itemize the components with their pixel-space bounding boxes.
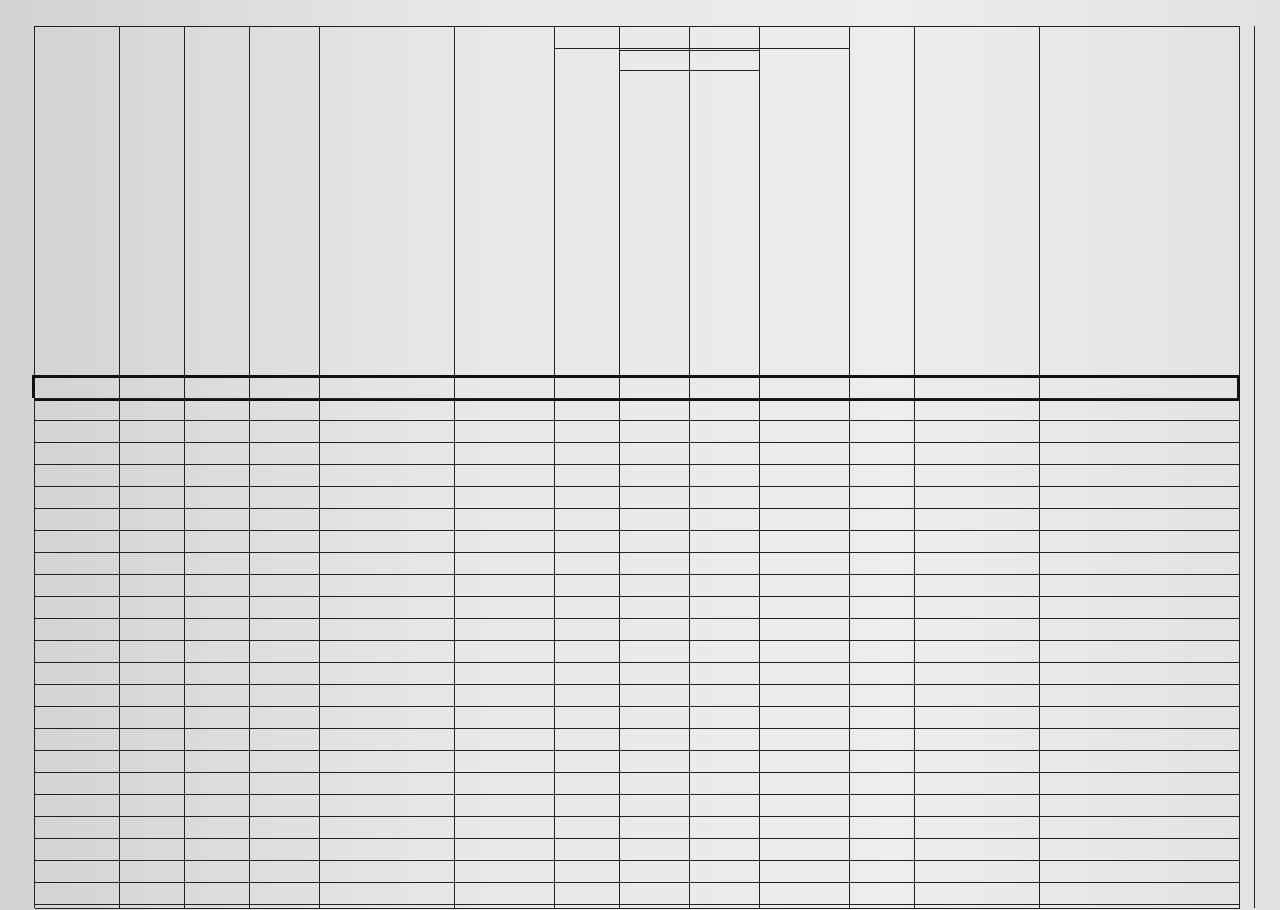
grid-line xyxy=(35,706,1240,707)
cell-floor xyxy=(116,508,185,530)
grid-line xyxy=(620,70,760,71)
column-number-8 xyxy=(620,375,690,398)
cell-floor xyxy=(116,596,185,618)
column-header-4 xyxy=(250,30,320,371)
subgroup-header xyxy=(620,50,760,70)
cell-litera xyxy=(16,596,120,618)
cell-floor xyxy=(116,574,185,596)
cell-living xyxy=(616,398,690,420)
cell-area_total xyxy=(451,530,555,552)
cell-living xyxy=(616,464,690,486)
column-header-8 xyxy=(620,68,690,371)
cell-area_total xyxy=(451,420,555,442)
cell-area_living_total xyxy=(551,574,620,596)
total-area_total xyxy=(451,640,555,662)
cell-floor xyxy=(116,486,185,508)
grid-line xyxy=(35,728,1240,729)
grid-line xyxy=(35,794,1240,795)
cell-height xyxy=(846,464,915,486)
column-number-11 xyxy=(850,375,915,398)
cell-area_living_total xyxy=(551,530,620,552)
cell-area_living_total xyxy=(551,442,620,464)
grid-line xyxy=(35,816,1240,817)
cell-area_total xyxy=(451,464,555,486)
cell-litera xyxy=(16,552,120,574)
cell-floor xyxy=(116,398,185,420)
cell-living xyxy=(616,442,690,464)
cell-height xyxy=(846,508,915,530)
column-number-1 xyxy=(20,375,120,398)
grid-line xyxy=(35,838,1240,839)
column-header-1 xyxy=(20,30,120,371)
grid-line xyxy=(35,860,1240,861)
column-number-12 xyxy=(915,375,1040,398)
group-header xyxy=(555,28,850,48)
cell-room_no xyxy=(246,596,320,618)
cell-floor xyxy=(116,442,185,464)
cell-living xyxy=(616,486,690,508)
cell-floor xyxy=(116,464,185,486)
cell-living xyxy=(616,530,690,552)
column-header-2 xyxy=(120,30,185,371)
cell-purpose xyxy=(316,596,455,618)
cell-utility xyxy=(686,464,760,486)
cell-area_living_total xyxy=(551,552,620,574)
cell-area_living_total xyxy=(551,420,620,442)
cell-area_living_total xyxy=(551,398,620,420)
grid-line xyxy=(35,662,1240,663)
cell-room_no xyxy=(246,442,320,464)
column-header-6 xyxy=(455,30,555,371)
cell-area_total xyxy=(451,398,555,420)
cell-utility xyxy=(686,442,760,464)
cell-living xyxy=(616,596,690,618)
cell-utility xyxy=(686,486,760,508)
cell-litera xyxy=(16,574,120,596)
cell-area_living_total xyxy=(551,486,620,508)
cell-litera xyxy=(16,442,120,464)
total-living xyxy=(616,640,690,662)
grid-line xyxy=(35,908,1240,909)
cell-litera xyxy=(16,508,120,530)
cell-room_no xyxy=(246,398,320,420)
grid-line xyxy=(35,904,1240,905)
cell-height xyxy=(846,530,915,552)
column-number-2 xyxy=(120,375,185,398)
column-number-5 xyxy=(320,375,455,398)
cell-height xyxy=(846,420,915,442)
cell-purpose xyxy=(316,442,455,464)
column-header-5 xyxy=(320,30,455,371)
cell-floor xyxy=(116,552,185,574)
cell-height xyxy=(846,486,915,508)
grid-line xyxy=(35,750,1240,751)
column-header-11 xyxy=(850,30,915,371)
cell-litera xyxy=(16,486,120,508)
total-label xyxy=(316,640,455,662)
cell-utility xyxy=(686,420,760,442)
cell-purpose xyxy=(316,486,455,508)
cell-area_living_total xyxy=(551,508,620,530)
cell-area_total xyxy=(451,486,555,508)
cell-litera xyxy=(16,398,120,420)
cell-purpose xyxy=(316,420,455,442)
column-number-3 xyxy=(185,375,250,398)
cell-utility xyxy=(686,596,760,618)
cell-utility xyxy=(686,508,760,530)
column-header-13 xyxy=(1040,30,1255,371)
grid-line xyxy=(555,48,850,49)
cell-area_total xyxy=(451,442,555,464)
grid-line xyxy=(35,684,1240,685)
column-number-7 xyxy=(555,375,620,398)
total-utility xyxy=(686,640,760,662)
cell-room_no xyxy=(246,464,320,486)
cell-purpose xyxy=(316,398,455,420)
cell-height xyxy=(846,442,915,464)
cell-room_no xyxy=(246,530,320,552)
cell-height xyxy=(846,574,915,596)
total-area_living_total xyxy=(551,640,620,662)
column-header-7 xyxy=(555,55,620,371)
cell-area_total xyxy=(451,508,555,530)
column-header-9 xyxy=(690,68,760,371)
grid-line xyxy=(35,882,1240,883)
cell-area_living_total xyxy=(551,596,620,618)
cell-area_total xyxy=(451,552,555,574)
cell-floor xyxy=(116,530,185,552)
column-number-6 xyxy=(455,375,555,398)
cell-room_no xyxy=(246,508,320,530)
column-number-10 xyxy=(760,375,850,398)
column-number-13 xyxy=(1040,375,1255,398)
cell-purpose xyxy=(316,464,455,486)
column-header-12 xyxy=(915,30,1040,371)
cell-utility xyxy=(686,552,760,574)
cell-living xyxy=(616,574,690,596)
cell-litera xyxy=(16,464,120,486)
grid-line xyxy=(35,26,1240,27)
column-header-10 xyxy=(760,55,850,371)
grid-line xyxy=(35,618,1240,619)
cell-purpose xyxy=(316,552,455,574)
cell-utility xyxy=(686,530,760,552)
cell-area_living_total xyxy=(551,464,620,486)
cell-room_no xyxy=(246,574,320,596)
cell-living xyxy=(616,508,690,530)
column-number-9 xyxy=(690,375,760,398)
cell-purpose xyxy=(316,574,455,596)
column-number-4 xyxy=(250,375,320,398)
cell-room_no xyxy=(246,552,320,574)
cell-living xyxy=(616,420,690,442)
cell-area_total xyxy=(451,574,555,596)
cell-living xyxy=(616,552,690,574)
cell-room_no xyxy=(246,420,320,442)
cell-floor xyxy=(116,420,185,442)
cell-utility xyxy=(686,398,760,420)
cell-purpose xyxy=(316,508,455,530)
cell-utility xyxy=(686,574,760,596)
grid-line xyxy=(35,772,1240,773)
cell-height xyxy=(846,552,915,574)
cell-litera xyxy=(16,420,120,442)
cell-purpose xyxy=(316,530,455,552)
cell-height xyxy=(846,398,915,420)
cell-room_no xyxy=(246,486,320,508)
column-header-3 xyxy=(185,30,250,371)
cell-area_total xyxy=(451,596,555,618)
cell-litera xyxy=(16,530,120,552)
cell-height xyxy=(846,596,915,618)
